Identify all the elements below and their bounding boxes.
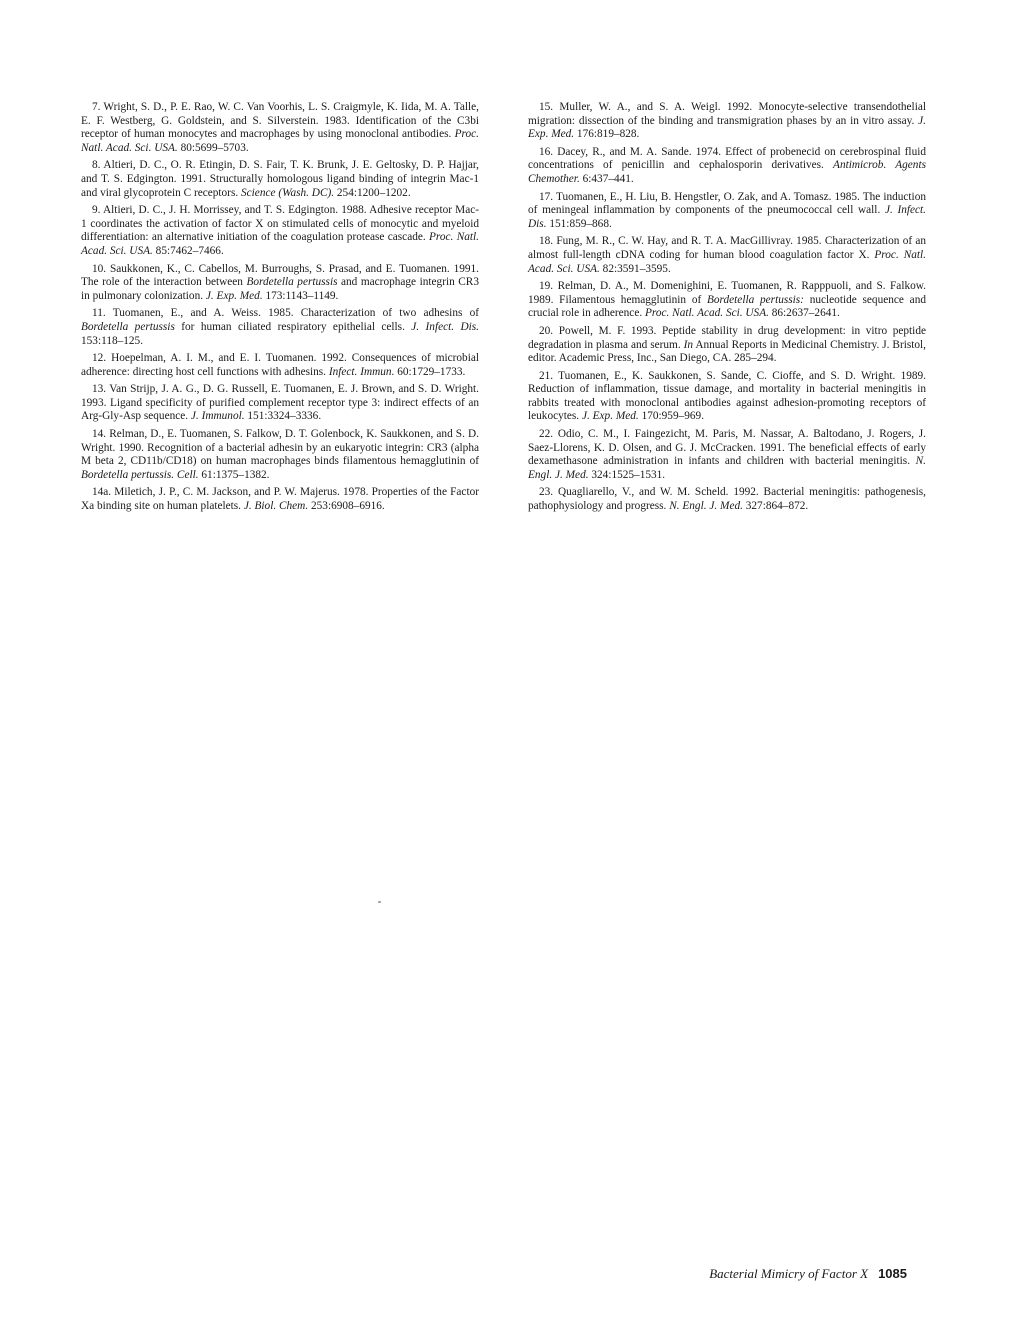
reference-italic-text: Antimicrob. Agents Chemother. bbox=[528, 159, 926, 185]
reference-entry bbox=[528, 428, 926, 482]
reference-entry bbox=[81, 307, 479, 348]
reference-text: 17. Tuomanen, E., H. Liu, B. Hengstler, O. Zak, and A. Tomasz. 1985. The induction of meningeal inflammation by components of the pneumococcal cell wall. bbox=[528, 190, 926, 217]
reference-entry bbox=[528, 280, 926, 321]
reference-text: 23. Quagliarello, V., and W. M. Scheld. 1992. Bacterial meningitis: pathogenesis, pathophysiology and progress. bbox=[528, 486, 926, 513]
reference-text: 13. Van Strijp, J. A. G., D. G. Russell, E. Tuomanen, E. J. Brown, and S. D. Wright. 1993. Ligand specificity of purified complement receptor type 3: indirect effects of an Arg-Gly-Asp sequence. bbox=[81, 383, 479, 423]
reference-text: 82:3591–3595. bbox=[599, 262, 671, 275]
reference-text: 176:819–828. bbox=[574, 128, 640, 141]
reference-italic-text: Cell. bbox=[176, 468, 199, 481]
reference-text: 60:1729–1733. bbox=[394, 365, 466, 378]
reference-text: 14. Relman, D., E. Tuomanen, S. Falkow, D. T. Golenbock, K. Saukkonen, and S. D. Wright. 1990. Recognition of a bacterial adhesin by an eukaryotic integrin: CR3 (alpha M beta 2, CD11b/CD18) on human macrophages binds filamentous hemagglutinin of bbox=[81, 428, 479, 468]
reference-entry bbox=[81, 486, 479, 513]
reference-text: 9. Altieri, D. C., J. H. Morrissey, and T. S. Edgington. 1988. Adhesive receptor Mac-1 coordinates the activation of factor X on stimulated cells of monocytic and myeloid differentiation: an alternative initiation of the coagulation protease cascade. bbox=[81, 204, 479, 244]
reference-text: 10. Saukkonen, K., C. Cabellos, M. Burroughs, S. Prasad, and E. Tuomanen. 1991. The role of the interaction between bbox=[81, 262, 479, 289]
reference-text: 8. Altieri, D. C., O. R. Etingin, D. S. Fair, T. K. Brunk, J. E. Geltosky, D. P. Hajjar, and T. S. Edgington. 1991. Structurally homologous ligand binding of integrin Mac-1 and viral glycoprotein C receptors. bbox=[81, 159, 479, 199]
reference-text: and macrophage integrin CR3 in pulmonary colonization. bbox=[81, 276, 479, 302]
reference-italic-text: J. Exp. Med. bbox=[581, 410, 639, 423]
reference-text: 254:1200–1202. bbox=[334, 186, 411, 199]
reference-text: 14a. Miletich, J. P., C. M. Jackson, and P. W. Majerus. 1978. Properties of the Factor Xa binding site on human platelets. bbox=[81, 486, 479, 513]
reference-italic-text: Bordetella pertussis: bbox=[706, 293, 804, 306]
reference-text: Annual Reports in Medicinal Chemistry. J. Bristol, editor. Academic Press, Inc., San Diego, CA. 285–294. bbox=[528, 338, 926, 365]
reference-italic-text: J. Immunol. bbox=[190, 410, 245, 423]
reference-text: 327:864–872. bbox=[742, 500, 809, 513]
reference-text: 22. Odio, C. M., I. Faingezicht, M. Paris, M. Nassar, A. Baltodano, J. Rogers, J. Saez-Llorens, K. D. Olsen, and G. J. McCracken. 1991. The beneficial effects of early dexamethasone administration in infants and children with bacterial meningitis. bbox=[528, 428, 926, 468]
reference-italic-text: Proc. Natl. Acad. Sci. USA. bbox=[81, 231, 479, 257]
reference-italic-text: J. Infect. Dis. bbox=[528, 204, 927, 230]
reference-italic-text: Proc. Natl. Acad. Sci. USA. bbox=[528, 248, 926, 275]
reference-entry bbox=[528, 146, 926, 187]
reference-entry bbox=[81, 383, 479, 424]
reference-text: 85:7462–7466. bbox=[152, 244, 224, 257]
scan-speck bbox=[378, 901, 381, 903]
reference-entry bbox=[528, 191, 926, 232]
reference-entry bbox=[528, 235, 926, 276]
reference-entry bbox=[528, 486, 926, 513]
references-column-right bbox=[528, 101, 926, 518]
reference-text: 253:6908–6916. bbox=[308, 500, 385, 513]
page-number: 1085 bbox=[878, 1266, 907, 1281]
reference-italic-text: J. Biol. Chem. bbox=[243, 500, 309, 513]
reference-text: 153:118–125. bbox=[81, 334, 144, 347]
reference-text: 173:1143–1149. bbox=[262, 289, 339, 302]
reference-entry bbox=[81, 159, 479, 200]
reference-italic-text: J. Infect. Dis. bbox=[411, 320, 479, 333]
reference-entry bbox=[81, 204, 479, 258]
references-column-left bbox=[81, 101, 479, 518]
reference-text: 6:437–441. bbox=[579, 172, 634, 185]
reference-text: 12. Hoepelman, A. I. M., and E. I. Tuomanen. 1992. Consequences of microbial adherence: directing host cell functions with adhesins. bbox=[81, 352, 479, 378]
reference-text: 21. Tuomanen, E., K. Saukkonen, S. Sande, C. Cioffe, and S. D. Wright. 1989. Reduction of inflammation, tissue damage, and mortality in bacterial meningitis in rabbits treated with monoclonal antibodies against adhesion-promoting receptors of leukocytes. bbox=[528, 369, 926, 423]
reference-italic-text: N. Engl. J. Med. bbox=[669, 500, 743, 513]
reference-text: 19. Relman, D. A., M. Domenighini, E. Tuomanen, R. Rapppuoli, and S. Falkow. 1989. Filamentous hemagglutinin of bbox=[528, 280, 926, 306]
reference-italic-text: J. Exp. Med. bbox=[528, 114, 926, 141]
reference-entry bbox=[528, 101, 926, 142]
page-footer bbox=[709, 1266, 907, 1282]
reference-text: 7. Wright, S. D., P. E. Rao, W. C. Van Voorhis, L. S. Craigmyle, K. Iida, M. A. Talle, E. F. Westberg, G. Goldstein, and S. Silverstein. 1983. Identification of the C3bi receptor of human monocytes and macrophages by using monoclonal antibodies. bbox=[81, 101, 479, 141]
reference-italic-text: Bordetella pertussis bbox=[246, 276, 338, 289]
reference-text: 15. Muller, W. A., and S. A. Weigl. 1992. Monocyte-selective transendothelial migration: dissection of the binding and transmigration phases by an in vitro assay. bbox=[528, 101, 926, 127]
reference-text: 11. Tuomanen, E., and A. Weiss. 1985. Characterization of two adhesins of bbox=[92, 307, 479, 320]
reference-italic-text: Infect. Immun. bbox=[328, 365, 395, 378]
reference-text: 324:1525–1531. bbox=[588, 468, 666, 481]
reference-entry bbox=[81, 101, 479, 155]
reference-entry bbox=[528, 370, 926, 424]
reference-italic-text: In bbox=[683, 338, 694, 351]
reference-text: 80:5699–5703. bbox=[177, 141, 249, 154]
running-title: Bacterial Mimicry of Factor X bbox=[709, 1266, 869, 1281]
reference-text: 151:859–868. bbox=[546, 217, 612, 230]
reference-text: nucleotide sequence and crucial role in adherence. bbox=[528, 293, 926, 320]
reference-text: 20. Powell, M. F. 1993. Peptide stability in drug development: in vitro peptide degradation in plasma and serum. bbox=[528, 324, 926, 351]
reference-italic-text: Science (Wash. DC). bbox=[241, 186, 335, 199]
reference-italic-text: Bordetella pertussis. bbox=[81, 468, 175, 481]
reference-entry bbox=[81, 352, 479, 379]
reference-text: 18. Fung, M. R., C. W. Hay, and R. T. A. MacGillivray. 1985. Characterization of an almost full-length cDNA coding for human blood coagulation factor X. bbox=[528, 235, 926, 261]
reference-italic-text: J. Exp. Med. bbox=[205, 289, 263, 302]
reference-italic-text: Proc. Natl. Acad. Sci. USA. bbox=[81, 128, 479, 154]
reference-text: for human ciliated respiratory epithelial cells. bbox=[174, 320, 412, 333]
reference-italic-text: N. Engl. J. Med. bbox=[528, 455, 926, 481]
reference-text: 86:2637–2641. bbox=[768, 307, 840, 320]
reference-italic-text: Proc. Natl. Acad. Sci. USA. bbox=[644, 307, 769, 320]
reference-entry bbox=[81, 428, 479, 482]
reference-text: 16. Dacey, R., and M. A. Sande. 1974. Effect of probenecid on cerebrospinal fluid concentrations of penicillin and cephalosporin derivatives. bbox=[528, 145, 926, 172]
reference-entry bbox=[528, 325, 926, 366]
reference-text: 170:959–969. bbox=[638, 410, 705, 423]
reference-italic-text: Bordetella pertussis bbox=[81, 320, 175, 333]
reference-entry bbox=[81, 263, 479, 304]
reference-text: 151:3324–3336. bbox=[244, 410, 322, 423]
reference-text: 61:1375–1382. bbox=[198, 468, 270, 481]
